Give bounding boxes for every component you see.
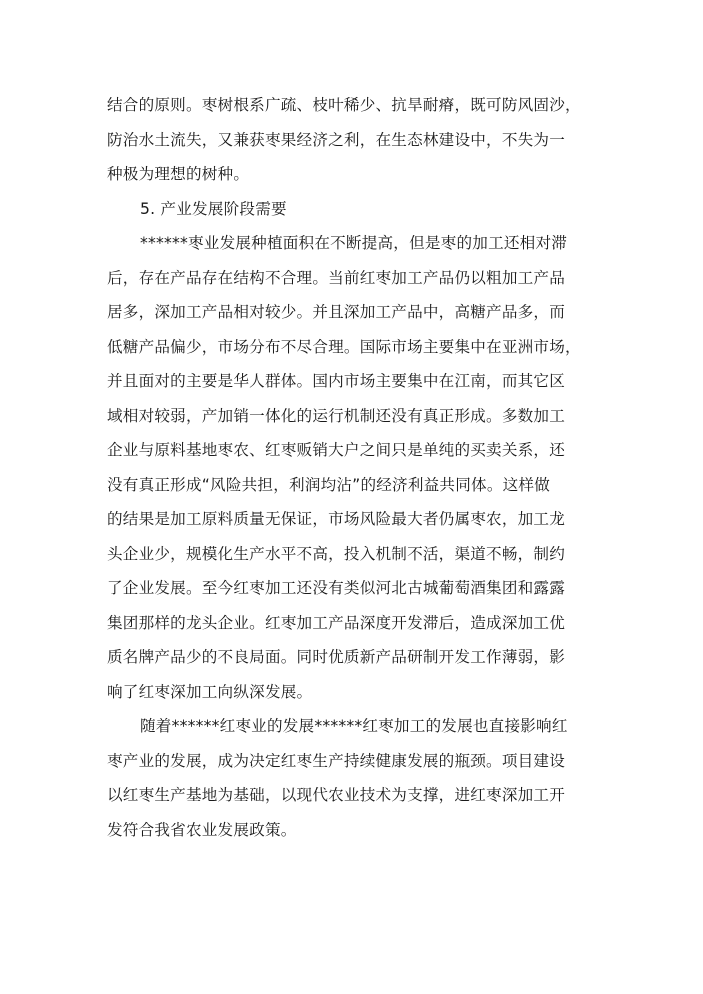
paragraph-development-policy: [107, 709, 597, 847]
document-body: [107, 88, 597, 847]
section-heading-text: 5. 产业发展阶段需要: [140, 199, 287, 218]
paragraph-line: 低糖产品偏少，市场分布不尽合理。国际市场主要集中在亚洲市场，: [107, 337, 581, 356]
paragraph-line: 以红枣生产基地为基础，以现代农业技术为支撑，进红枣深加工开: [107, 786, 566, 804]
paragraph-line: 后，存在产品存在结构不合理。当前红枣加工产品仍以粗加工产品: [107, 268, 566, 287]
paragraph-line: 防治水土流失，又兼获枣果经济之利，在生态林建设中，不失为一: [107, 130, 566, 149]
paragraph-line: 响了红枣深加工向纵深发展。: [107, 682, 313, 701]
paragraph-line: 枣产业的发展，成为决定红枣生产持续健康发展的瓶颈。项目建设: [107, 751, 566, 770]
paragraph-line: 企业与原料基地枣农、红枣贩销大户之间只是单纯的买卖关系，还: [107, 441, 566, 459]
paragraph-line: 发符合我省农业发展政策。: [107, 820, 297, 839]
paragraph-line: 集团那样的龙头企业。红枣加工产品深度开发滞后，造成深加工优: [107, 613, 566, 632]
paragraph-line: 域相对较弱，产加销一体化的运行机制还没有真正形成。多数加工: [107, 406, 566, 425]
paragraph-line: 结合的原则。枣树根系广疏、枝叶稀少、抗旱耐瘠，既可防风固沙，: [107, 96, 581, 114]
paragraph-line: 并且面对的主要是华人群体。国内市场主要集中在江南，而其它区: [107, 372, 566, 390]
paragraph-ecology-continuation: [107, 88, 597, 192]
paragraph-line: 头企业少，规模化生产水平不高，投入机制不活，渠道不畅，制约: [107, 544, 566, 563]
paragraph-industry-status: [107, 226, 597, 709]
paragraph-line: 居多，深加工产品相对较少。并且深加工产品中，高糖产品多，而: [107, 303, 566, 321]
paragraph-line: 没有真正形成“风险共担，利润均沾”的经济利益共同体。这样做: [107, 475, 550, 494]
paragraph-line: 了企业发展。至今红枣加工还没有类似河北古城葡萄酒集团和露露: [107, 579, 566, 597]
paragraph-line: 的结果是加工原料质量无保证，市场风险最大者仍属枣农，加工龙: [107, 510, 566, 528]
paragraph-line: ******枣业发展种植面积在不断提高，但是枣的加工还相对滞: [140, 234, 568, 252]
paragraph-line: 质名牌产品少的不良局面。同时优质新产品研制开发工作薄弱，影: [107, 648, 566, 666]
paragraph-line: 随着******红枣业的发展******红枣加工的发展也直接影响红: [140, 717, 568, 735]
paragraph-line: 种极为理想的树种。: [107, 165, 250, 183]
section-heading-5: [107, 192, 597, 227]
